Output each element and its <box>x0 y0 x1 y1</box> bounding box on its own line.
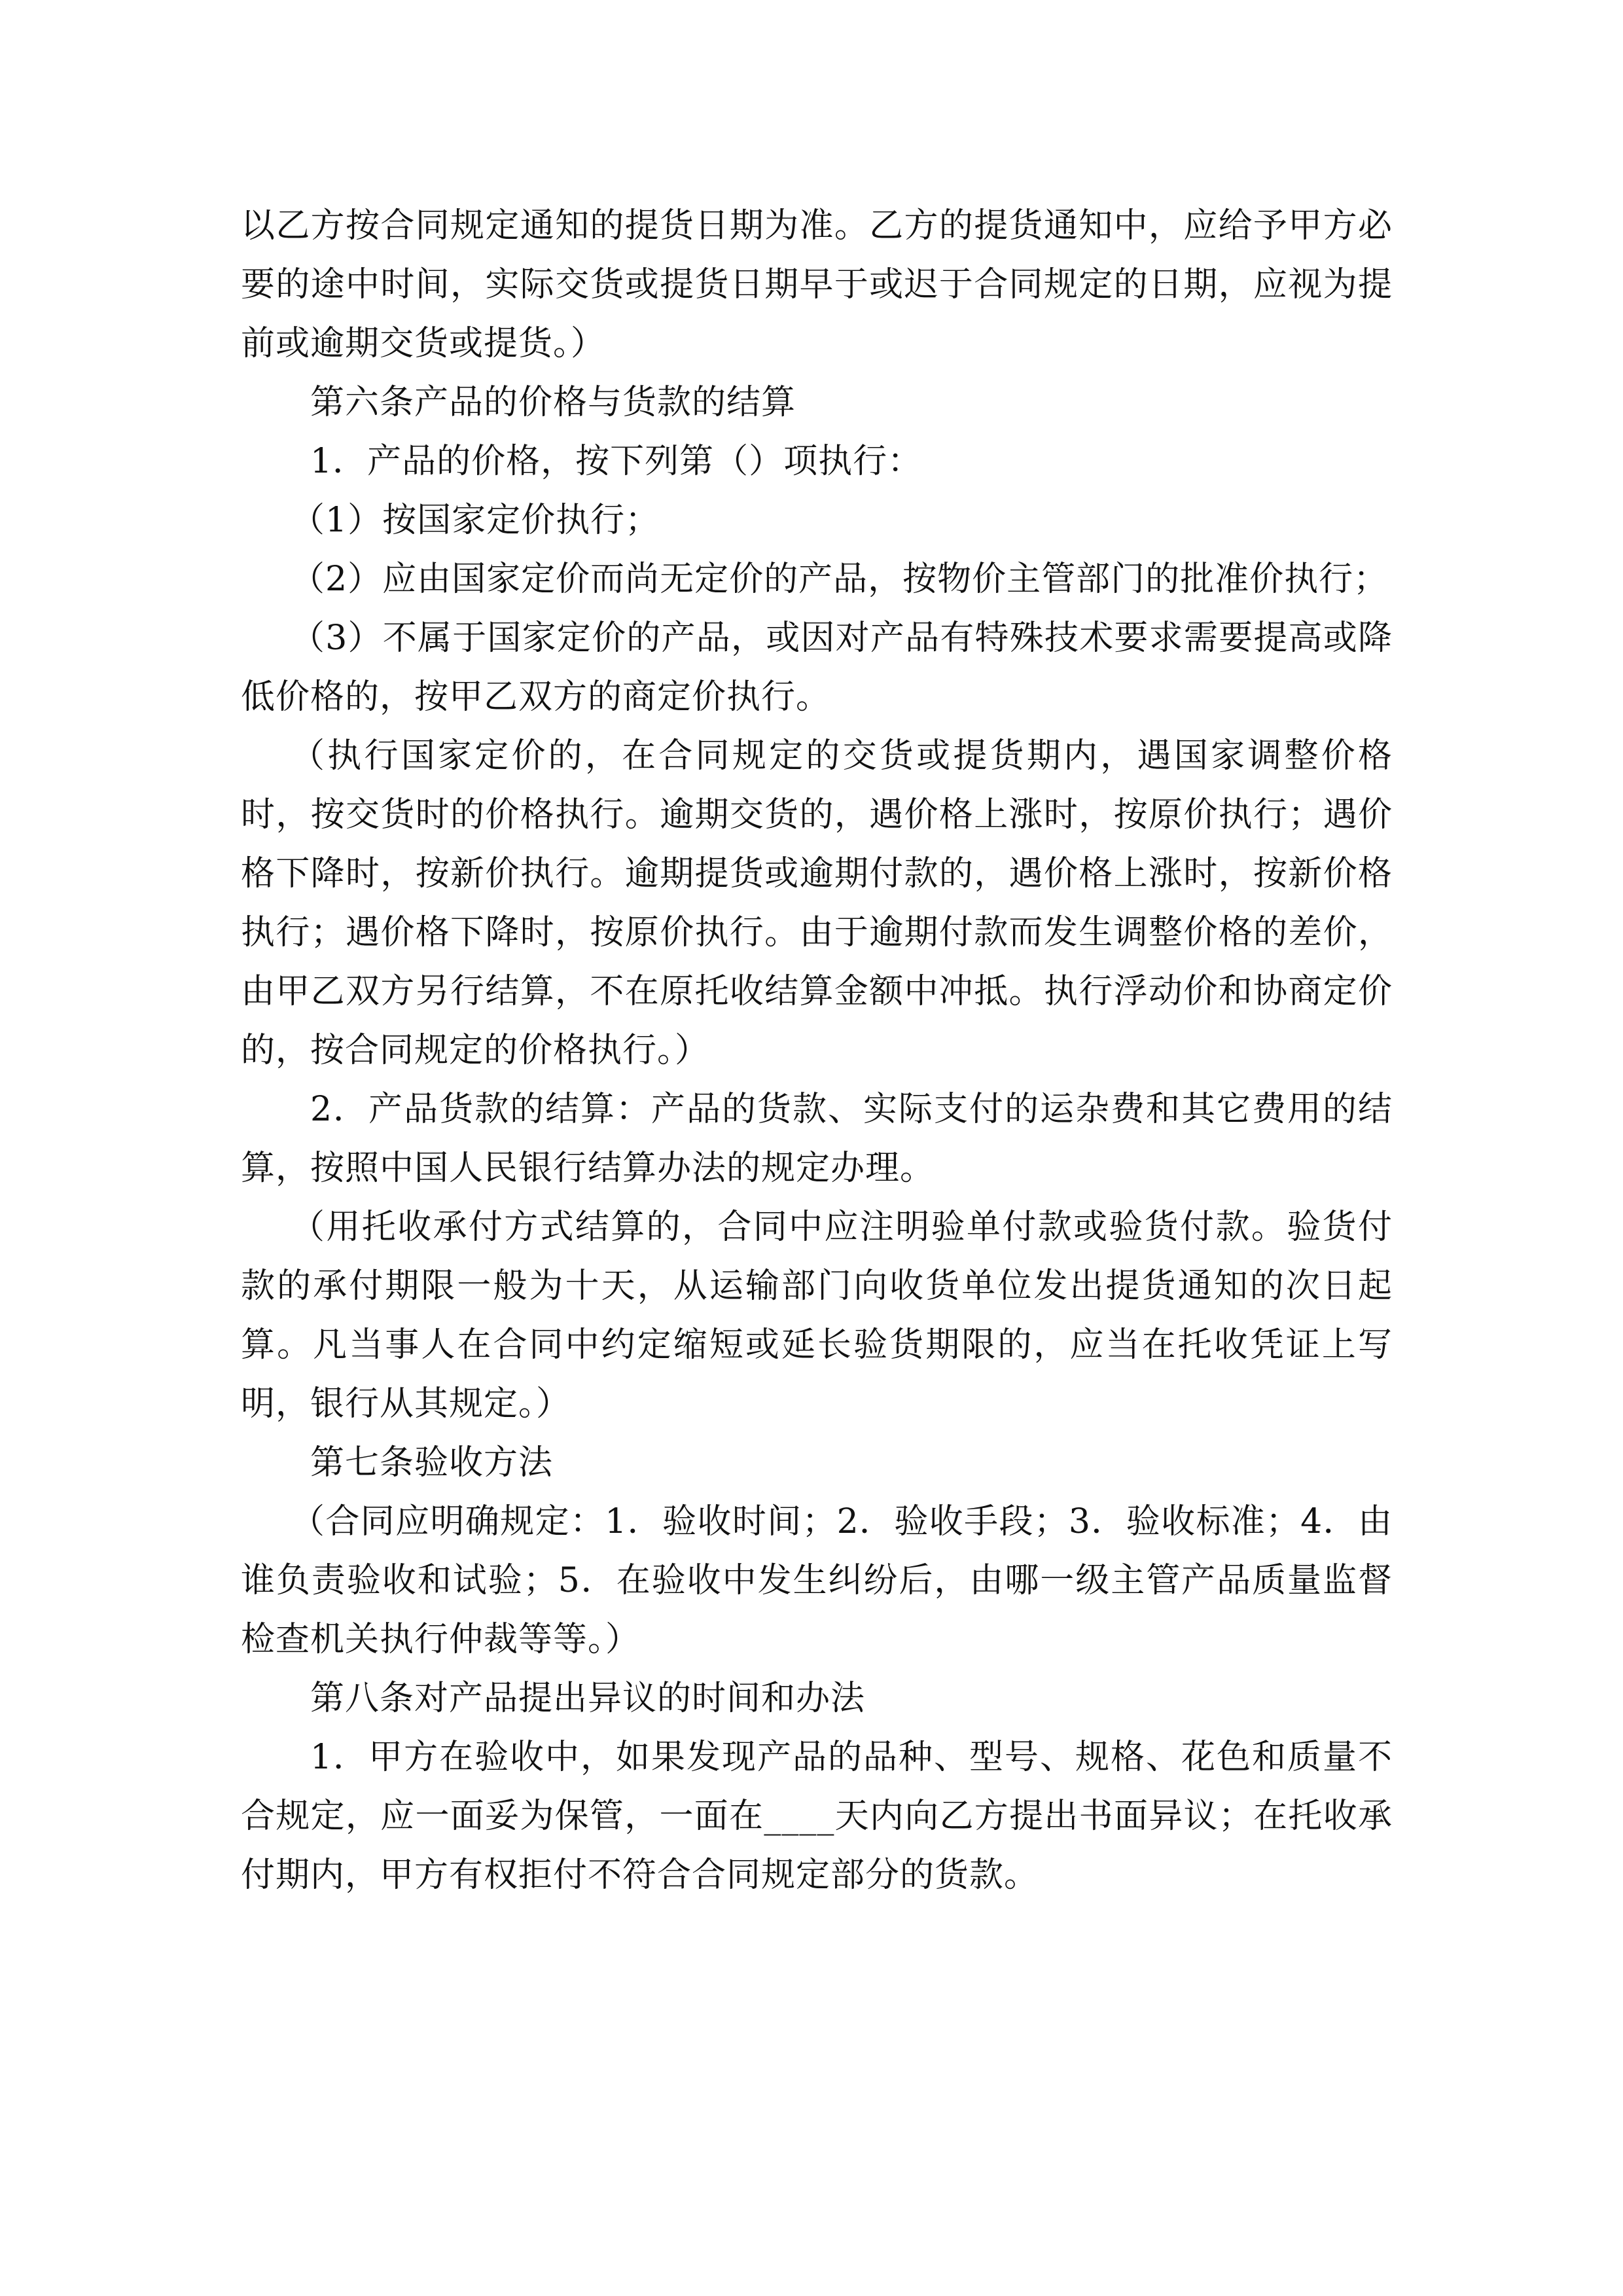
heading-article-6: 第六条产品的价格与货款的结算 <box>310 383 796 422</box>
heading-article-7: 第七条验收方法 <box>310 1443 554 1482</box>
list-item-price-option-3: （3）不属于国家定价的产品，或因对产品有特殊技术要求需要提高或降低价格的，按甲乙双方的商定价执行。 <box>241 619 1393 717</box>
list-item-price-option-2: （2）应由国家定价而尚无定价的产品，按物价主管部门的批准价执行； <box>291 560 1389 599</box>
paragraph-objection-clause: 1．甲方在验收中，如果发现产品的品种、型号、规格、花色和质量不合规定，应一面妥为保管，一面在____天内向乙方提出书面异议；在托收承付期内，甲方有权拒付不符合合同规定部分的货款。 <box>241 1738 1393 1895</box>
paragraph-inspection-note: （合同应明确规定：1．验收时间；2．验收手段；3．验收标准；4．由谁负责验收和试验；5．在验收中发生纠纷后，由哪一级主管产品质量监督检查机关执行仲裁等等。） <box>241 1502 1393 1659</box>
paragraph-price-note: （执行国家定价的，在合同规定的交货或提货期内，遇国家调整价格时，按交货时的价格执行。逾期交货的，遇价格上涨时，按原价执行；遇价格下降时，按新价执行。逾期提货或逾期付款的，遇价格上涨时，按新价格执行；遇价格下降时，按原价执行。由于逾期付款而发生调整价格的差价，由甲乙双方另行结算，不在原托收结算金额中冲抵。执行浮动价和协商定价的，按合同规定的价格执行。） <box>241 736 1393 1070</box>
paragraph-settlement-note: （用托收承付方式结算的，合同中应注明验单付款或验货付款。验货付款的承付期限一般为十天，从运输部门向收货单位发出提货通知的次日起算。凡当事人在合同中约定缩短或延长验货期限的，应当在托收凭证上写明，银行从其规定。） <box>241 1208 1393 1424</box>
document-body <box>241 196 1393 1905</box>
paragraph-price-clause: 1．产品的价格，按下列第（）项执行： <box>310 442 923 481</box>
list-item-price-option-1: （1）按国家定价执行； <box>291 501 660 540</box>
heading-article-8: 第八条对产品提出异议的时间和办法 <box>310 1679 866 1718</box>
paragraph-payment-settlement: 2．产品货款的结算：产品的货款、实际支付的运杂费和其它费用的结算，按照中国人民银行结算办法的规定办理。 <box>241 1090 1393 1188</box>
paragraph-delivery-date-note: 以乙方按合同规定通知的提货日期为准。乙方的提货通知中，应给予甲方必要的途中时间，实际交货或提货日期早于或迟于合同规定的日期，应视为提前或逾期交货或提货。） <box>241 206 1393 363</box>
